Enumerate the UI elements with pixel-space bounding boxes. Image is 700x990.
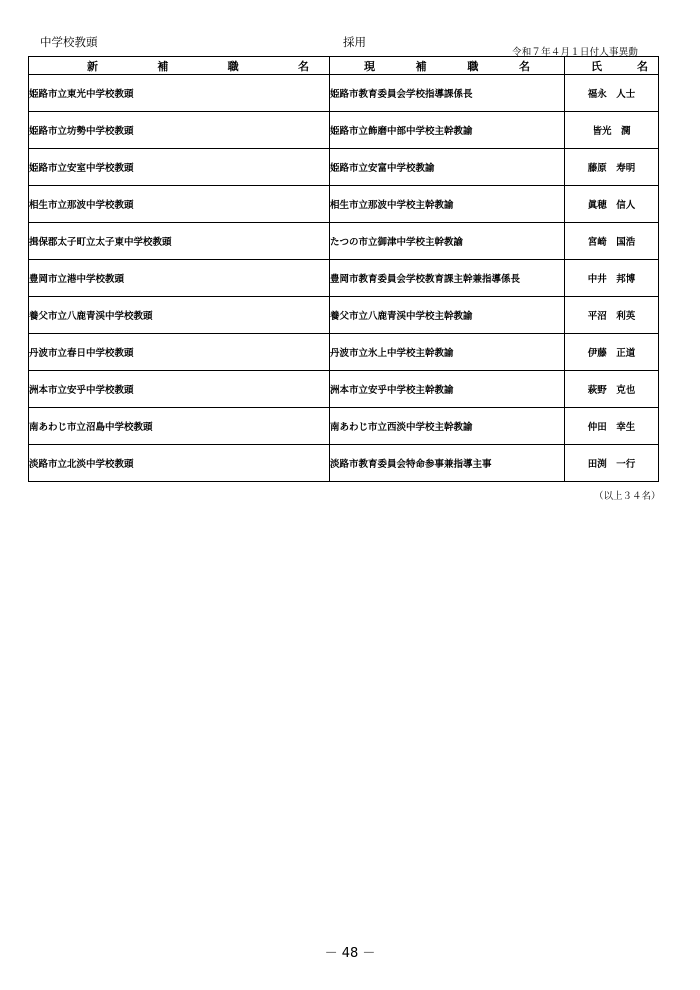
table-row: [29, 371, 659, 408]
header-char: 職: [467, 59, 479, 73]
person-name-cell: 萩野 克也: [565, 371, 659, 408]
new-post-cell: 相生市立那波中学校教頭: [29, 186, 330, 223]
table-row: [29, 186, 659, 223]
header-char: 補: [157, 59, 169, 73]
current-post-cell: 丹波市立氷上中学校主幹教諭: [330, 334, 565, 371]
table-row: [29, 445, 659, 482]
type-title: 採用: [343, 35, 366, 49]
header-char: 現: [364, 59, 375, 73]
table-row: [29, 297, 659, 334]
person-name-cell: 田渕 一行: [565, 445, 659, 482]
current-post-cell: 姫路市教育委員会学校指導課係長: [330, 75, 565, 112]
page-number: － 48 －: [324, 946, 376, 961]
personnel-table: [28, 56, 659, 482]
person-name-cell: 皆光 潤: [565, 112, 659, 149]
header-char: 氏: [591, 59, 602, 73]
header-name: [565, 57, 659, 75]
table-row: [29, 223, 659, 260]
current-post-cell: 淡路市教育委員会特命参事兼指導主事: [330, 445, 565, 482]
header-current-post: [330, 57, 565, 75]
new-post-cell: 丹波市立春日中学校教頭: [29, 334, 330, 371]
current-post-cell: 姫路市立安富中学校教諭: [330, 149, 565, 186]
person-name-cell: 眞穂 信人: [565, 186, 659, 223]
new-post-cell: 揖保郡太子町立太子東中学校教頭: [29, 223, 330, 260]
person-name-cell: 平沼 利英: [565, 297, 659, 334]
table-row: [29, 149, 659, 186]
person-name-cell: 伊藤 正道: [565, 334, 659, 371]
current-post-cell: 相生市立那波中学校主幹教諭: [330, 186, 565, 223]
current-post-cell: 姫路市立飾磨中部中学校主幹教諭: [330, 112, 565, 149]
table-row: [29, 75, 659, 112]
table-row: [29, 112, 659, 149]
new-post-cell: 豊岡市立港中学校教頭: [29, 260, 330, 297]
header-char: 職: [227, 59, 239, 73]
person-name-cell: 藤原 寿明: [565, 149, 659, 186]
current-post-cell: 養父市立八鹿青渓中学校主幹教諭: [330, 297, 565, 334]
header-char: 名: [637, 59, 648, 73]
category-title: 中学校教頭: [40, 35, 98, 49]
person-name-cell: 中井 邦博: [565, 260, 659, 297]
new-post-cell: 淡路市立北淡中学校教頭: [29, 445, 330, 482]
header-new-post: [29, 57, 330, 75]
table-row: [29, 408, 659, 445]
current-post-cell: たつの市立御津中学校主幹教諭: [330, 223, 565, 260]
new-post-cell: 洲本市立安乎中学校教頭: [29, 371, 330, 408]
person-name-cell: 仲田 幸生: [565, 408, 659, 445]
person-name-cell: 宮崎 国浩: [565, 223, 659, 260]
table-row: [29, 334, 659, 371]
effective-date: 令和７年４月１日付人事異動: [512, 47, 639, 58]
new-post-cell: 姫路市立安室中学校教頭: [29, 149, 330, 186]
current-post-cell: 南あわじ市立西淡中学校主幹教諭: [330, 408, 565, 445]
table-header-row: [29, 57, 659, 75]
new-post-cell: 姫路市立坊勢中学校教頭: [29, 112, 330, 149]
header-char: 新: [87, 59, 98, 73]
new-post-cell: 南あわじ市立沼島中学校教頭: [29, 408, 330, 445]
header-char: 名: [518, 59, 530, 73]
total-count-note: （以上３４名）: [594, 491, 661, 502]
person-name-cell: 福永 人士: [565, 75, 659, 112]
header-char: 補: [415, 59, 427, 73]
current-post-cell: 洲本市立安乎中学校主幹教諭: [330, 371, 565, 408]
table-row: [29, 260, 659, 297]
current-post-cell: 豊岡市教育委員会学校教育課主幹兼指導係長: [330, 260, 565, 297]
header-char: 名: [297, 59, 309, 73]
new-post-cell: 養父市立八鹿青渓中学校教頭: [29, 297, 330, 334]
new-post-cell: 姫路市立東光中学校教頭: [29, 75, 330, 112]
